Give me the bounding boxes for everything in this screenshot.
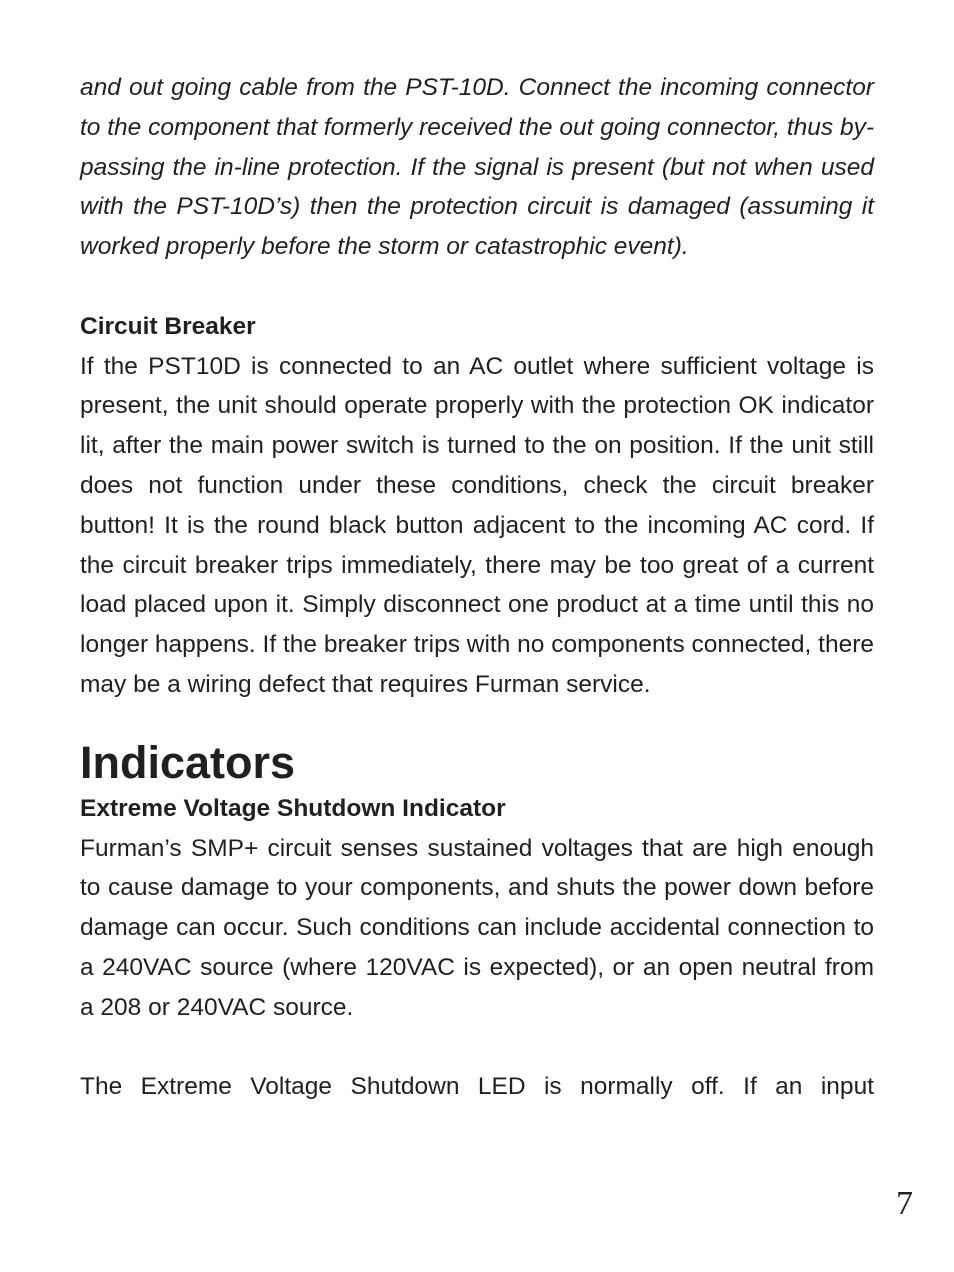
page-number: 7 (896, 1185, 913, 1222)
intro-paragraph: and out going cable from the PST-10D. Connect the incoming connector to the component that formerly received the out going connector, thus by-passing the in-line protection. If the signal is present (but not when used with the PST-10D’s) then the protection circuit is damaged (assuming it worked properly before the storm or catastrophic event). (80, 74, 874, 261)
circuit-breaker-heading: Circuit Breaker (80, 312, 256, 340)
document-page (80, 68, 874, 1107)
indicators-title: Indicators (80, 736, 296, 788)
extreme-voltage-paragraph: Furman’s SMP+ circuit senses sustained voltages that are high enough to cause damage to your components, and shuts the power down before damage can occur. Such conditions can include accidental connection to a 240VAC source (where 120VAC is expected), or an open neutral from a 208 or 240VAC source. (80, 834, 874, 1021)
circuit-breaker-paragraph: If the PST10D is connected to an AC outlet where sufficient voltage is present, the unit should operate properly with the protection OK indicator lit, after the main power switch is turned to the on position. If the unit still does not function under these conditions, check the circuit breaker button! It is the round black button adjacent to the incoming AC cord. If the circuit breaker trips immediately, there may be too great of a current load placed upon it. Simply disconnect one product at a time until this no longer happens. If the breaker trips with no components connected, there may be a wiring defect that requires Furman service. (80, 352, 875, 698)
extreme-voltage-heading: Extreme Voltage Shutdown Indicator (80, 794, 506, 822)
extreme-voltage-led-paragraph: The Extreme Voltage Shutdown LED is normally off. If an input (80, 1073, 874, 1101)
